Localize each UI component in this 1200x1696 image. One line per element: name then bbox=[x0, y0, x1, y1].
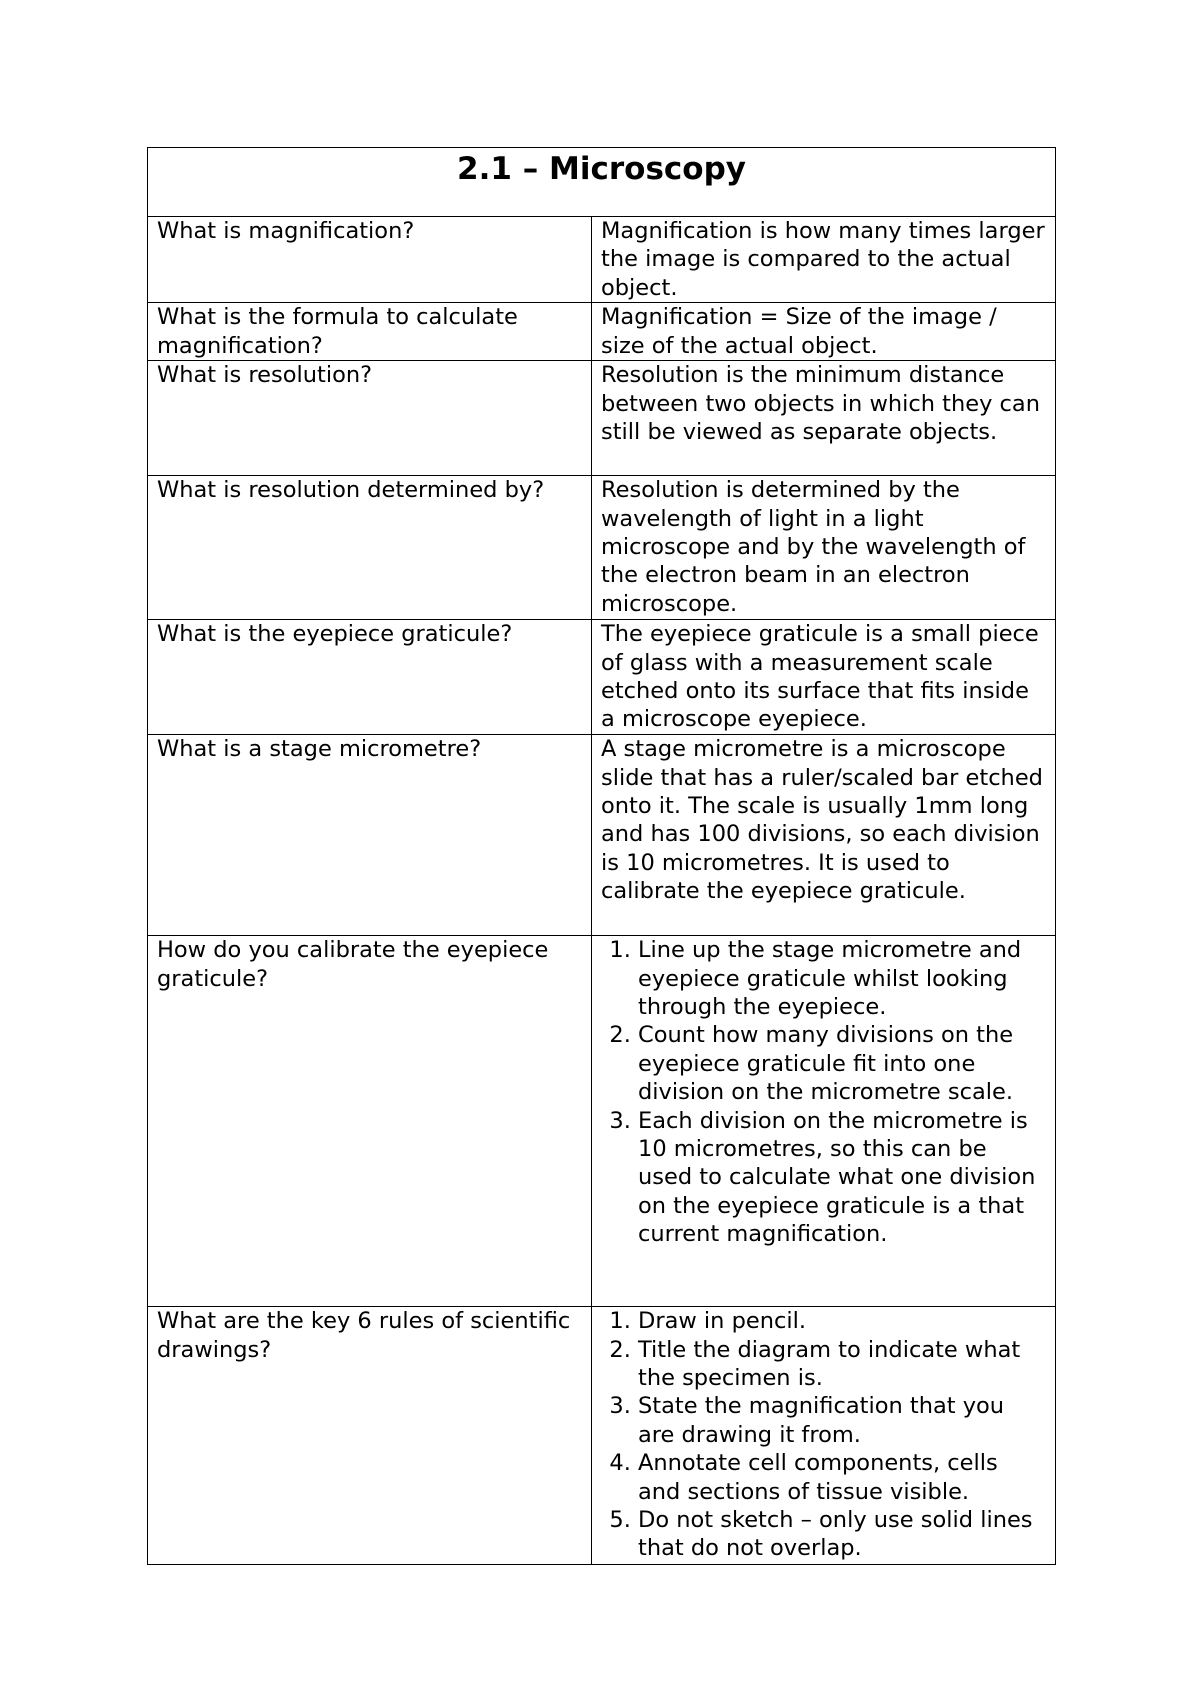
list-item: 2. Count how many divisions on the eyepiece graticule fit into one division on the micrometre scale. bbox=[638, 1021, 1046, 1106]
question-cell: What is the formula to calculate magnification? bbox=[148, 303, 592, 361]
table-row bbox=[148, 620, 1056, 735]
calibration-steps-list bbox=[601, 936, 1046, 1248]
table-row bbox=[148, 361, 1056, 476]
title-row bbox=[148, 148, 1056, 217]
answer-cell: Resolution is determined by the wavelength of light in a light microscope and by the wavelength of the electron beam in an electron microscope. bbox=[592, 476, 1056, 620]
table-row bbox=[148, 735, 1056, 936]
list-item: 3. Each division on the micrometre is 10 micrometres, so this can be used to calculate what one division on the eyepiece graticule is a that current magnification. bbox=[638, 1107, 1046, 1249]
question-cell: What is magnification? bbox=[148, 217, 592, 303]
list-item: 5. Do not sketch – only use solid lines that do not overlap. bbox=[638, 1506, 1046, 1563]
question-cell: What is the eyepiece graticule? bbox=[148, 620, 592, 735]
table-row bbox=[148, 217, 1056, 303]
drawing-rules-list bbox=[601, 1307, 1046, 1563]
question-cell: What are the key 6 rules of scientific drawings? bbox=[148, 1307, 592, 1565]
question-cell: How do you calibrate the eyepiece graticule? bbox=[148, 936, 592, 1307]
microscopy-table bbox=[147, 147, 1056, 1565]
question-cell: What is resolution determined by? bbox=[148, 476, 592, 620]
table-row bbox=[148, 1307, 1056, 1565]
list-item: 1. Draw in pencil. bbox=[638, 1307, 1046, 1335]
list-item: 3. State the magnification that you are drawing it from. bbox=[638, 1392, 1046, 1449]
answer-cell: Magnification is how many times larger the image is compared to the actual object. bbox=[592, 217, 1056, 303]
answer-cell: Resolution is the minimum distance between two objects in which they can still be viewed as separate objects. bbox=[592, 361, 1056, 476]
list-item: 2. Title the diagram to indicate what the specimen is. bbox=[638, 1336, 1046, 1393]
list-item: 1. Line up the stage micrometre and eyepiece graticule whilst looking through the eyepiece. bbox=[638, 936, 1046, 1021]
answer-cell bbox=[592, 1307, 1056, 1565]
table-row bbox=[148, 936, 1056, 1307]
question-cell: What is resolution? bbox=[148, 361, 592, 476]
answer-cell: The eyepiece graticule is a small piece of glass with a measurement scale etched onto its surface that fits inside a microscope eyepiece. bbox=[592, 620, 1056, 735]
question-cell: What is a stage micrometre? bbox=[148, 735, 592, 936]
answer-cell: A stage micrometre is a microscope slide that has a ruler/scaled bar etched onto it. The scale is usually 1mm long and has 100 divisions, so each division is 10 micrometres. It is used to calibrate the eyepiece graticule. bbox=[592, 735, 1056, 936]
list-item: 4. Annotate cell components, cells and sections of tissue visible. bbox=[638, 1449, 1046, 1506]
answer-cell: Magnification = Size of the image / size of the actual object. bbox=[592, 303, 1056, 361]
page-title: 2.1 – Microscopy bbox=[148, 148, 1056, 217]
table-row bbox=[148, 303, 1056, 361]
answer-cell bbox=[592, 936, 1056, 1307]
table-row bbox=[148, 476, 1056, 620]
